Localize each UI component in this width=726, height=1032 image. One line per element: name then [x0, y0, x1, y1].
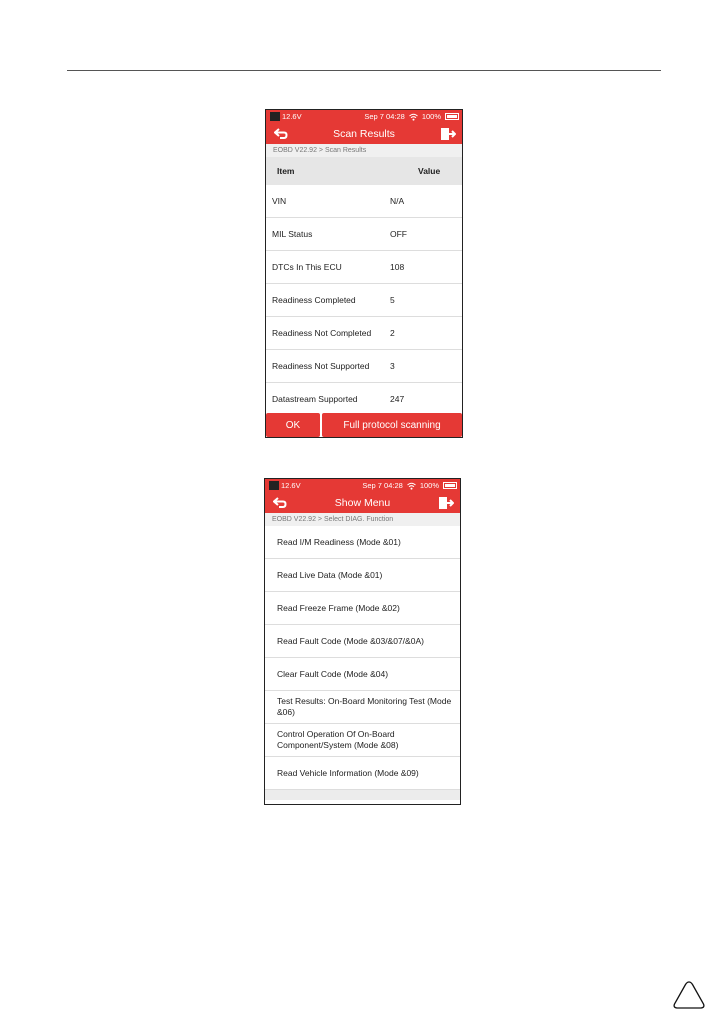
row-value: 5 [390, 295, 395, 305]
menu-item-read-freeze-frame[interactable]: Read Freeze Frame (Mode &02) [265, 592, 460, 625]
show-menu-screenshot [264, 478, 461, 805]
row-value: 108 [390, 262, 405, 272]
row-value: 3 [390, 361, 395, 371]
row-item: DTCs In This ECU [272, 262, 342, 272]
header-rule [67, 70, 661, 71]
title-bar [266, 124, 462, 144]
table-row [266, 350, 462, 383]
breadcrumb: EOBD V22.92 > Select DIAG. Function [265, 513, 460, 526]
menu-item-read-live-data[interactable]: Read Live Data (Mode &01) [265, 559, 460, 592]
row-item: MIL Status [272, 229, 313, 239]
table-row [266, 383, 462, 416]
full-protocol-scanning-button[interactable]: Full protocol scanning [322, 413, 462, 437]
vehicle-battery-icon [269, 481, 279, 490]
datetime: Sep 7 04:28 [362, 481, 403, 490]
status-bar [265, 479, 460, 493]
row-item: Readiness Not Completed [272, 328, 372, 338]
page-title: Scan Results [333, 128, 395, 140]
table-row [266, 317, 462, 350]
wifi-icon [407, 482, 416, 490]
table-row [266, 218, 462, 251]
results-table [266, 185, 462, 426]
menu-item-read-im-readiness[interactable]: Read I/M Readiness (Mode &01) [265, 526, 460, 559]
title-bar [265, 493, 460, 513]
back-arrow-icon[interactable] [274, 127, 288, 140]
column-header-item: Item [277, 166, 295, 176]
battery-percent: 100% [421, 112, 441, 121]
datetime: Sep 7 04:28 [364, 112, 405, 121]
row-item: Readiness Completed [272, 295, 356, 305]
row-item: Datastream Supported [272, 394, 358, 404]
exit-icon[interactable] [438, 496, 454, 510]
menu-item-test-results[interactable]: Test Results: On-Board Monitoring Test (Mode &06) [265, 691, 460, 724]
row-value: 2 [390, 328, 395, 338]
table-header [266, 157, 462, 185]
row-value: OFF [390, 229, 407, 239]
table-row [266, 185, 462, 218]
row-value: 247 [390, 394, 405, 404]
column-header-value: Value [418, 166, 441, 176]
battery-icon [443, 482, 457, 489]
scroll-bottom-strip [265, 790, 460, 800]
vehicle-battery-icon [270, 112, 280, 121]
row-item: Readiness Not Supported [272, 361, 370, 371]
table-row [266, 251, 462, 284]
scan-results-screenshot [265, 109, 463, 438]
battery-icon [445, 113, 459, 120]
voltage-readout: 12.6V [281, 481, 301, 490]
battery-percent: 100% [419, 481, 439, 490]
menu-item-control-operation[interactable]: Control Operation Of On-Board Component/System (Mode &08) [265, 724, 460, 757]
menu-item-clear-fault-code[interactable]: Clear Fault Code (Mode &04) [265, 658, 460, 691]
status-bar [266, 110, 462, 124]
back-arrow-icon[interactable] [273, 496, 287, 509]
voltage-readout: 12.6V [282, 112, 302, 121]
row-item: VIN [272, 196, 287, 206]
function-menu [265, 526, 460, 790]
table-row [266, 284, 462, 317]
page-corner-triangle-icon [672, 980, 706, 1010]
exit-icon[interactable] [440, 127, 456, 141]
breadcrumb: EOBD V22.92 > Scan Results [266, 144, 462, 157]
row-value: N/A [390, 196, 405, 206]
ok-button[interactable]: OK [266, 413, 320, 437]
page-title: Show Menu [334, 497, 391, 509]
menu-item-read-fault-code[interactable]: Read Fault Code (Mode &03/&07/&0A) [265, 625, 460, 658]
wifi-icon [409, 113, 418, 121]
menu-item-read-vehicle-information[interactable]: Read Vehicle Information (Mode &09) [265, 757, 460, 790]
button-bar [266, 413, 462, 437]
